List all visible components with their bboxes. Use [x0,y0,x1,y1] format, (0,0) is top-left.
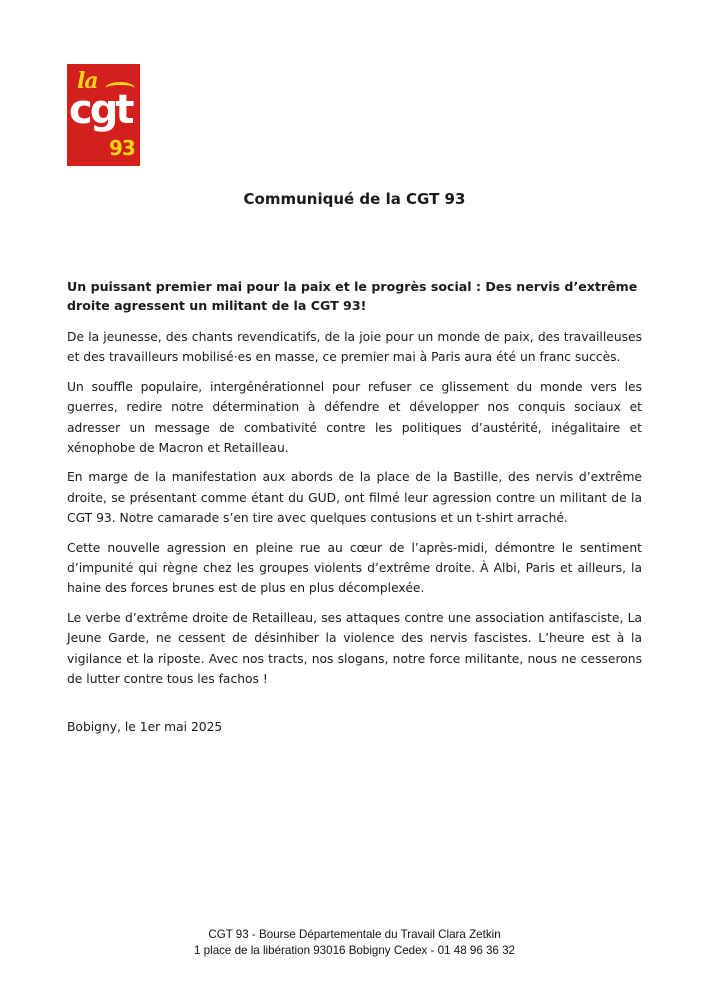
paragraph-3: En marge de la manifestation aux abords de la place de la Bastille, des nervis d’extrême droite, se présentant comme étant du GUD, ont filmé leur agression contre un militant de la CGT 93. Notre camarade s’en tire avec quelques contusions et un t-shirt arraché. [67,470,642,526]
document-title: Communiqué de la CGT 93 [243,190,466,208]
footer-line-2: 1 place de la libération 93016 Bobigny Cedex - 01 48 96 36 32 [194,943,515,957]
headline: Un puissant premier mai pour la paix et le progrès social : Des nervis d’extrême droite agressent un militant de la CGT 93! [67,279,638,313]
cgt-93-logo [67,64,140,166]
logo-number-text: 93 [109,136,135,160]
logo-la-text: la [77,68,98,94]
dateline: Bobigny, le 1er mai 2025 [67,720,223,734]
footer-line-1: CGT 93 - Bourse Départementale du Travail Clara Zetkin [208,928,501,941]
footer [0,927,709,958]
paragraph-1: De la jeunesse, des chants revendicatifs, de la joie pour un monde de paix, des travailleuses et des travailleurs mobilisé·es en masse, ce premier mai à Paris aura été un franc succès. [67,330,642,365]
logo-cgt-text: cgt [69,87,132,133]
paragraph-2: Un souffle populaire, intergénérationnel pour refuser ce glissement du monde vers les guerres, redire notre détermination à défendre et développer nos conquis sociaux et adresser un message de combativité contre les politiques d’austérité, inégalitaire et xénophobe de Macron et Retailleau. [67,379,642,456]
paragraph-5: Le verbe d’extrême droite de Retailleau, ses attaques contre une association antifasciste, La Jeune Garde, ne cessent de désinhiber la violence des nervis fascistes. L’heure est à la vigilance et la riposte. Avec nos tracts, nos slogans, notre force militante, nous ne cesserons de lutter contre tous les fachos ! [67,610,642,687]
paragraph-4: Cette nouvelle agression en pleine rue au cœur de l’après-midi, démontre le sentiment d’impunité qui règne chez les groupes violents d’extrême droite. À Albi, Paris et ailleurs, la haine des forces brunes est de plus en plus décomplexée. [67,540,642,596]
document-body [67,277,642,699]
